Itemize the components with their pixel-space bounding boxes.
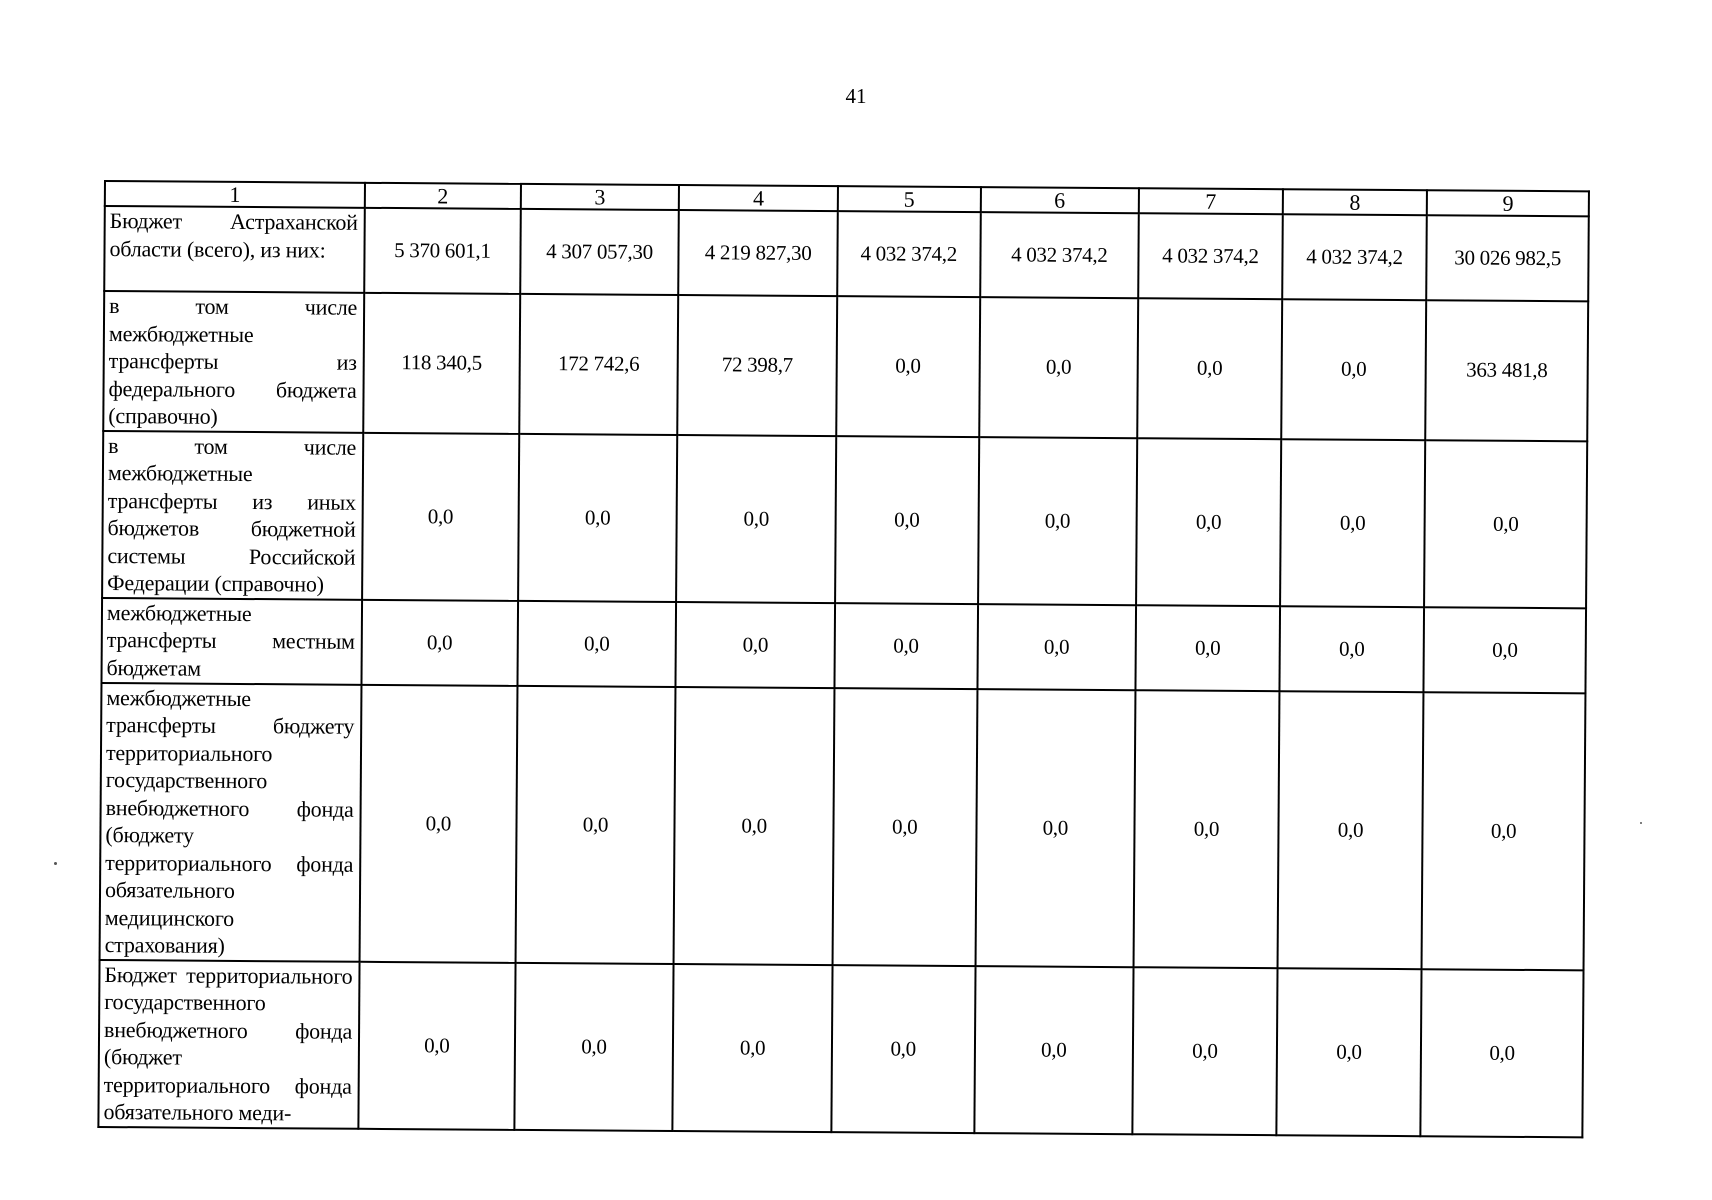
table-cell: 363 481,8 <box>1426 300 1589 441</box>
table-row <box>100 682 1586 969</box>
table-row <box>102 431 1587 608</box>
table-cell: 0,0 <box>517 600 676 686</box>
table-cell: 0,0 <box>1133 967 1278 1135</box>
row-label: в том числе межбюджетные трансферты из федерального бюджета (справочно) <box>103 291 364 432</box>
table-cell: 4 307 057,30 <box>520 209 679 295</box>
row-label: в том числе межбюджетные трансферты из иных бюджетов бюджетной системы Российской Федерации (справочно) <box>102 431 363 600</box>
table-cell: 0,0 <box>1279 606 1424 692</box>
table-cell: 0,0 <box>518 433 678 601</box>
column-header-8: 8 <box>1283 189 1428 215</box>
table-cell: 0,0 <box>676 602 835 688</box>
table-cell: 0,0 <box>831 965 975 1133</box>
table-cell: 4 032 374,2 <box>837 211 980 297</box>
table-cell: 0,0 <box>1424 607 1586 693</box>
table-cell: 0,0 <box>1137 298 1282 438</box>
table-cell: 72 398,7 <box>678 295 838 436</box>
table-cell: 0,0 <box>1421 969 1584 1137</box>
table-cell: 0,0 <box>1422 692 1586 970</box>
column-header-1: 1 <box>105 181 365 208</box>
table-cell: 0,0 <box>1424 440 1587 608</box>
table-cell: 5 370 601,1 <box>364 208 520 294</box>
table-cell: 0,0 <box>1276 968 1422 1136</box>
table-cell: 4 219 827,30 <box>679 210 838 296</box>
table-cell: 0,0 <box>673 963 833 1131</box>
table-row <box>104 206 1589 301</box>
row-label: Бюджет Астраханской области (всего), из них: <box>104 206 365 293</box>
column-header-3: 3 <box>520 184 679 210</box>
table-cell: 0,0 <box>1136 605 1280 691</box>
table-cell: 30 026 982,5 <box>1427 215 1589 301</box>
table-cell: 0,0 <box>362 599 518 685</box>
table-cell: 0,0 <box>1280 439 1426 607</box>
row-label: межбюджетные трансферты местным бюджетам <box>101 597 362 684</box>
table-cell: 4 032 374,2 <box>1138 213 1282 299</box>
row-label: межбюджетные трансферты бюджету территориального государственного внебюджетного фонда (бюджету территориального фонда обязательного медицинского страхования) <box>100 682 362 961</box>
table-cell: 0,0 <box>674 687 835 965</box>
table-cell: 0,0 <box>832 688 976 966</box>
table-cell: 4 032 374,2 <box>1282 214 1427 300</box>
table-cell: 0,0 <box>975 689 1136 967</box>
row-label: Бюджет территориального государственного внебюджетного фонда (бюджет территориального фонда обязательного меди- <box>98 959 359 1128</box>
table-cell: 0,0 <box>1277 691 1424 969</box>
table-cell: 0,0 <box>834 603 977 689</box>
table-cell: 0,0 <box>1134 690 1280 968</box>
column-header-5: 5 <box>838 186 981 212</box>
table-cell: 0,0 <box>515 685 676 963</box>
table-cell: 0,0 <box>835 436 979 604</box>
column-header-9: 9 <box>1427 190 1589 216</box>
table-cell: 0,0 <box>358 961 515 1129</box>
table-cell: 118 340,5 <box>363 293 520 434</box>
scan-speck <box>54 862 57 865</box>
table-cell: 0,0 <box>514 962 674 1130</box>
table-cell: 0,0 <box>676 435 836 603</box>
column-header-4: 4 <box>679 185 838 211</box>
column-header-7: 7 <box>1139 188 1283 214</box>
table-row <box>98 959 1583 1136</box>
page-number: 41 <box>845 84 867 108</box>
column-header-2: 2 <box>365 183 521 209</box>
table-cell: 4 032 374,2 <box>980 212 1139 298</box>
table-cell: 0,0 <box>977 604 1136 690</box>
table-cell: 0,0 <box>978 437 1138 605</box>
scan-speck <box>1640 822 1642 824</box>
table-cell: 172 742,6 <box>519 294 679 435</box>
table-row <box>103 291 1588 441</box>
table-row <box>101 597 1586 692</box>
table-cell: 0,0 <box>836 296 980 436</box>
table-cell: 0,0 <box>974 966 1134 1134</box>
column-header-6: 6 <box>980 187 1139 213</box>
table-cell: 0,0 <box>1281 299 1427 440</box>
table-cell: 0,0 <box>360 684 518 962</box>
table-cell: 0,0 <box>362 432 519 600</box>
table-cell: 0,0 <box>979 297 1139 438</box>
budget-table <box>97 180 1590 1138</box>
table-cell: 0,0 <box>1136 438 1281 606</box>
